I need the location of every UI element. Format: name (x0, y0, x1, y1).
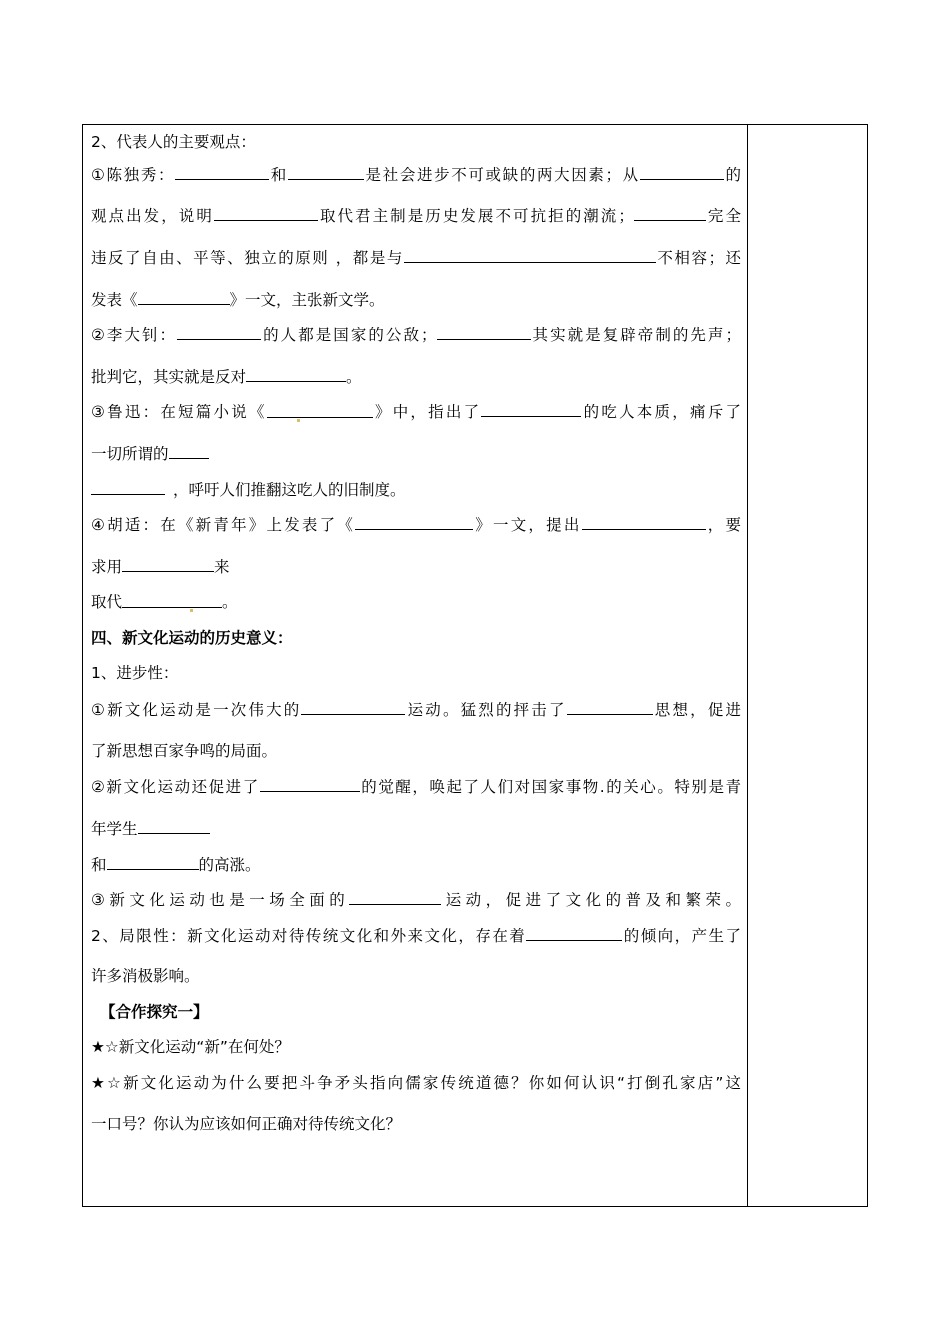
fill-blank[interactable] (355, 514, 473, 530)
fill-blank[interactable] (175, 164, 269, 180)
fill-blank[interactable] (301, 699, 405, 715)
fill-blank[interactable] (260, 776, 360, 792)
question-2-cont: 一口号？你认为应该如何正确对待传统文化？ (91, 1115, 402, 1133)
mark-dot (190, 609, 193, 612)
text-line: 求用 来 (91, 558, 230, 576)
fill-blank[interactable] (481, 401, 581, 417)
text-line: 违反了自由、平等、独立的原则 ，都是与 不相容；还 (91, 249, 741, 267)
fill-blank[interactable] (122, 592, 222, 608)
text-line: 发表《 》一文，主张新文学。 (91, 291, 385, 309)
text-line: 了新思想百家争鸣的局面。 (91, 742, 278, 760)
text-line: 1、进步性： (91, 664, 179, 682)
text-line: ，呼吁人们推翻这吃人的旧制度。 (91, 479, 741, 500)
fill-blank[interactable] (107, 854, 199, 870)
text-line: ④胡适：在《新青年》上发表了《 》一文，提出 ，要 (91, 516, 741, 534)
fill-blank[interactable] (138, 818, 210, 834)
text-line: 一切所谓的 (91, 443, 741, 464)
fill-blank[interactable] (567, 699, 653, 715)
section-heading-significance: 四、新文化运动的历史意义： (91, 629, 293, 647)
text-line: ③鲁迅：在短篇小说《 》中，指出了 的吃人本质，痛斥了 (91, 403, 741, 421)
text-line: ②李大钊： 的人都是国家的公敌； 其实就是复辟帝制的先声； (91, 326, 741, 344)
fill-blank[interactable] (582, 514, 706, 530)
fill-blank[interactable] (177, 324, 261, 340)
text-line: 取代 。 (91, 593, 238, 611)
section-heading-inquiry: 【合作探究一】 (100, 1003, 209, 1021)
fill-blank[interactable] (91, 479, 165, 495)
text-line: ①新文化运动是一次伟大的 运动。猛烈的抨击了 思想，促进 (91, 701, 741, 719)
fill-blank[interactable] (640, 164, 724, 180)
fill-blank[interactable] (349, 889, 441, 905)
section-heading-views: 2、代表人的主要观点： (91, 133, 256, 151)
text-line: 批判它，其实就是反对 。 (91, 368, 362, 386)
text-line: ②新文化运动还促进了 的觉醒，唤起了人们对国家事物.的关心。特别是青 (91, 778, 741, 796)
text-line: 年学生 (91, 818, 741, 839)
text-line: ③新文化运动也是一场全面的 运动，促进了文化的普及和繁荣。 (91, 891, 741, 909)
mark-dot (297, 419, 300, 422)
fill-blank[interactable] (288, 164, 364, 180)
fill-blank[interactable] (169, 443, 209, 459)
fill-blank[interactable] (404, 247, 656, 263)
fill-blank[interactable] (214, 205, 318, 221)
text-line: 观点出发，说明 取代君主制是历史发展不可抗拒的潮流； 完全 (91, 207, 741, 225)
fill-blank[interactable] (437, 324, 531, 340)
text-line: 2、局限性：新文化运动对待传统文化和外来文化，存在着 的倾向，产生了 (91, 927, 741, 945)
fill-blank[interactable] (122, 556, 214, 572)
text-line: 和 的高涨。 (91, 856, 261, 874)
table-column-divider (747, 124, 748, 1207)
fill-blank[interactable] (634, 205, 706, 221)
text-line: ①陈独秀： 和 是社会进步不可或缺的两大因素；从 的 (91, 166, 741, 184)
fill-blank[interactable] (138, 289, 230, 305)
text-line: 许多消极影响。 (91, 967, 200, 985)
fill-blank[interactable] (267, 402, 373, 418)
fill-blank[interactable] (246, 366, 346, 382)
question-2: ★☆新文化运动为什么要把斗争矛头指向儒家传统道德？你如何认识“打倒孔家店”这 (91, 1074, 741, 1092)
question-1: ★☆新文化运动“新”在何处？ (91, 1038, 290, 1056)
fill-blank[interactable] (526, 925, 622, 941)
